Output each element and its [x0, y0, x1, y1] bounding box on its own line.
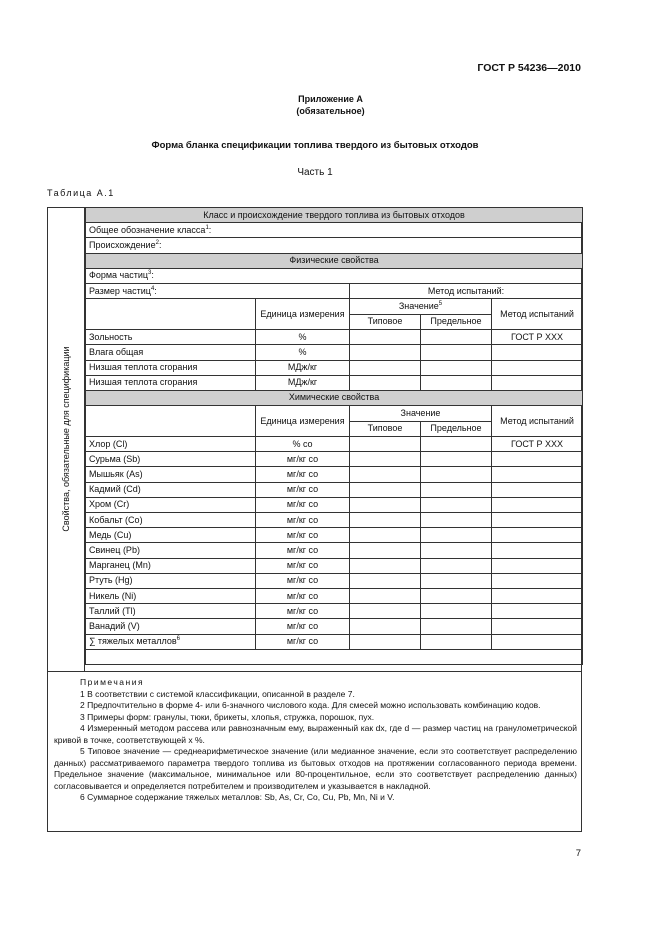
table-row: Влага общая %	[86, 345, 583, 360]
table-row: Зольность % ГОСТ Р ХХХ	[86, 330, 583, 345]
notes-block	[47, 672, 582, 832]
test-method-cell: Метод испытаний:	[350, 283, 583, 298]
typical-header: Типовое	[350, 421, 421, 437]
note-item: 5 Типовое значение — среднеарифметическое значение (или медианное значение, если это соответствует распределению данных) рассматриваемого параметра твердого топлива из бытовых отходов на протяжении согласованного периода времени. Предельное значение (максимальное, минимальное или 80-процентильное, если это соответствует распределению данных) согласовывается и определяется потребителем и производителем и указывается в накладной.	[54, 746, 577, 791]
table-row	[86, 268, 583, 283]
page-number: 7	[575, 848, 581, 859]
table-row: Никель (Ni) мг/кг со	[86, 588, 583, 603]
standard-number: ГОСТ Р 54236—2010	[477, 62, 581, 74]
table-row: Ртуть (Hg) мг/кг со	[86, 573, 583, 588]
table-row: Таллий (Tl) мг/кг со	[86, 604, 583, 619]
part-label: Часть 1	[297, 167, 333, 178]
method-header: Метод испытаний	[492, 406, 583, 437]
table-row: Хром (Cr) мг/кг со	[86, 497, 583, 512]
table-row: Сурьма (Sb) мг/кг со	[86, 452, 583, 467]
section-chemical-header: Химические свойства	[86, 390, 583, 405]
value-header: Значение	[350, 406, 492, 422]
table-row: ∑ тяжелых металлов$^6$ мг/кг со	[86, 634, 583, 649]
table-row	[86, 238, 583, 253]
table-row: Ванадий (V) мг/кг со	[86, 619, 583, 634]
vertical-label: Свойства, обязательные для спецификации	[61, 346, 71, 532]
typical-header: Типовое	[350, 314, 421, 330]
value-header: Значение$^5$	[350, 299, 492, 315]
table-row: Свинец (Pb) мг/кг со	[86, 543, 583, 558]
specification-table	[85, 207, 583, 665]
form-title: Форма бланка спецификации топлива твердого из бытовых отходов	[151, 140, 479, 151]
note-item: 2 Предпочтительно в форме 4- или 6-значного числового кода. Для смесей можно использовать комбинацию кодов.	[80, 700, 541, 710]
limit-header: Предельное	[421, 421, 492, 437]
particle-form-cell: Форма частиц$^3$:	[86, 268, 583, 283]
table-row: Кадмий (Cd) мг/кг со	[86, 482, 583, 497]
note-item: 4 Измеренный методом рассева или равнозначным ему, выраженный как dx, где d — размер частиц на гранулометрической кривой в точке, соответствующей x %.	[54, 723, 577, 745]
table-row	[86, 299, 583, 315]
table-row	[86, 390, 583, 405]
section-physical-header: Физические свойства	[86, 253, 583, 268]
class-designation-cell: Общее обозначение класса$^1$:	[86, 223, 583, 238]
note-item: 3 Примеры форм: гранулы, тюки, брикеты, хлопья, стружка, порошок, пух.	[80, 711, 375, 722]
method-header: Метод испытаний	[492, 299, 583, 330]
note-item: 1 В соответствии с системой классификации, описанной в разделе 7.	[80, 688, 355, 699]
unit-header: Единица измерения	[256, 299, 350, 330]
limit-header: Предельное	[421, 314, 492, 330]
table-row	[86, 253, 583, 268]
origin-cell: Происхождение$^2$:	[86, 238, 583, 253]
notes-heading: Примечания	[80, 677, 145, 687]
table-label: Таблица А.1	[47, 188, 115, 198]
table-row: Кобальт (Co) мг/кг со	[86, 513, 583, 528]
table-row: Мышьяк (As) мг/кг со	[86, 467, 583, 482]
table-row	[86, 406, 583, 422]
table-row: Медь (Cu) мг/кг со	[86, 528, 583, 543]
note-item: 6 Суммарное содержание тяжелых металлов: Sb, As, Cr, Co, Cu, Pb, Mn, Ni и V.	[80, 792, 395, 802]
annex-heading	[0, 93, 661, 117]
unit-header: Единица измерения	[256, 406, 350, 437]
particle-size-cell: Размер частиц$^4$:	[86, 283, 350, 298]
table-row	[86, 283, 583, 298]
table-row: Марганец (Mn) мг/кг со	[86, 558, 583, 573]
sum-heavy-metals-cell: ∑ тяжелых металлов$^6$	[86, 634, 256, 649]
table-row: Хлор (Cl) % со ГОСТ Р ХХХ	[86, 437, 583, 452]
annex-title: Приложение А	[298, 94, 363, 104]
vertical-label-column	[47, 207, 85, 672]
annex-subtitle: (обязательное)	[296, 106, 365, 116]
table-row	[86, 208, 583, 223]
table-row	[86, 649, 583, 664]
table-row: Низшая теплота сгорания МДж/кг	[86, 360, 583, 375]
table-row: Низшая теплота сгорания МДж/кг	[86, 375, 583, 390]
section-class-header: Класс и происхождение твердого топлива из бытовых отходов	[86, 208, 583, 223]
table-row	[86, 223, 583, 238]
